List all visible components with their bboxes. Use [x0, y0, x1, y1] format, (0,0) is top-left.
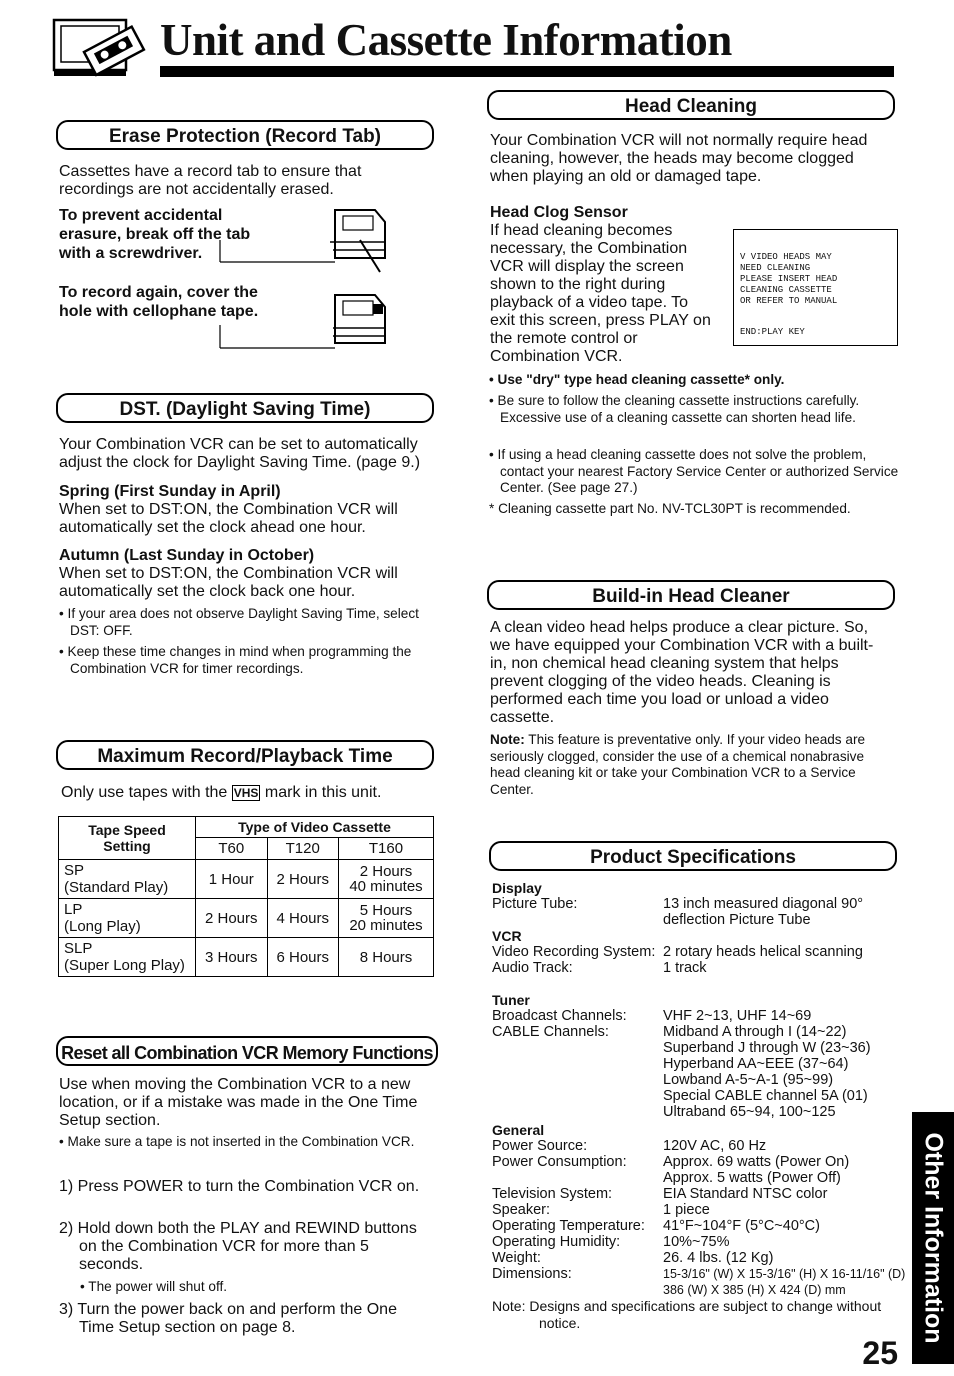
spec-row: Broadcast Channels: VHF 2~13, UHF 14~69: [492, 1008, 812, 1024]
specs-note: Note: Designs and specifications are subject to change without notice.: [492, 1298, 882, 1331]
erase-prevent: To prevent accidental erasure, break off the tab with a screwdriver.: [59, 207, 251, 262]
spec-row: Speaker: 1 piece: [492, 1202, 710, 1218]
screen-footer: END:PLAY KEY: [740, 327, 805, 337]
sensor-heading: Head Clog Sensor: [490, 204, 628, 221]
dst-autumn-heading: Autumn (Last Sunday in October): [59, 547, 315, 564]
tape-time-table: [58, 816, 434, 977]
specs-heading: Product Specifications: [489, 841, 897, 871]
maxtime-intro-pre: Only use tapes with the: [61, 784, 228, 801]
table-cell: 2 Hours: [267, 860, 339, 899]
spec-row: Television System: EIA Standard NTSC color: [492, 1186, 828, 1202]
table-cell: 5 Hours 20 minutes: [339, 899, 434, 938]
dst-autumn-text: When set to DST:ON, the Combination VCR will automatically set the clock back one hour.: [59, 565, 398, 600]
table-cell: 6 Hours: [267, 938, 339, 977]
buildin-note: [490, 732, 895, 798]
clog-sensor-screen: [733, 229, 898, 346]
dst-heading: DST. (Daylight Saving Time): [56, 393, 434, 423]
table-cell: 3 Hours: [196, 938, 268, 977]
cassette-tab-illustration: [215, 200, 390, 355]
spec-row: Picture Tube: 13 inch measured diagonal 90° deflection Picture Tube: [492, 896, 864, 928]
spec-row: Operating Humidity: 10%~75%: [492, 1234, 730, 1250]
headclean-bullet-4: * Cleaning cassette part No. NV-TCL30PT is recommended.: [489, 501, 851, 516]
buildin-text: A clean video head helps produce a clear picture. So, we have equipped your Combination VCR with a built-in, non chemical head cleaning system that helps prevent clogging of the video heads. Cleaning is performed each time you load or unload a video cassette.: [490, 619, 874, 726]
table-cell: 4 Hours: [267, 899, 339, 938]
spec-row: Operating Temperature: 41°F~104°F (5°C~40°C): [492, 1218, 820, 1234]
spec-vcr-heading: VCR: [492, 928, 522, 944]
vhs-mark: VHS: [233, 786, 259, 800]
side-tab-label: Other Information: [919, 1132, 948, 1344]
reset-intro: Use when moving the Combination VCR to a new location, or if a mistake was made in the One Time Setup section.: [59, 1076, 418, 1129]
spec-row: Dimensions: 15-3/16" (W) X 15-3/16" (H) X 16-11/16" (D) 386 (W) X 385 (H) X 424 (D) mm: [492, 1266, 906, 1297]
table-row-speed: LP (Long Play): [59, 899, 196, 938]
side-tab: [912, 1112, 954, 1364]
erase-heading: Erase Protection (Record Tab): [56, 120, 434, 150]
spec-display-heading: Display: [492, 880, 542, 896]
headclean-bullet-1: • Use "dry" type head cleaning cassette* only.: [489, 372, 785, 387]
spec-tuner-heading: Tuner: [492, 992, 530, 1008]
specs-list: [492, 880, 912, 1331]
page-title: Unit and Cassette Information: [160, 15, 732, 65]
spec-row: Power Source: 120V AC, 60 Hz: [492, 1138, 767, 1154]
reset-heading: Reset all Combination VCR Memory Functions: [56, 1036, 438, 1066]
sensor-text: If head cleaning becomes necessary, the Combination VCR will display the screen shown to the right during playback of a video tape. To exit this screen, press PLAY on the remote control or Combination VCR.: [490, 222, 711, 365]
headclean-bullet-2: • Be sure to follow the cleaning cassette instructions carefully. Excessive use of a cleaning cassette can shorten head life.: [489, 393, 860, 425]
dst-note-1: • If your area does not observe Daylight Saving Time, select DST: OFF.: [59, 606, 419, 638]
erase-intro: Cassettes have a record tab to ensure that recordings are not accidentally erased.: [59, 163, 362, 198]
reset-note: • Make sure a tape is not inserted in the Combination VCR.: [59, 1134, 415, 1149]
dst-spring-heading: Spring (First Sunday in April): [59, 483, 281, 500]
table-row-speed: SLP (Super Long Play): [59, 938, 196, 977]
maxtime-intro: [61, 784, 441, 802]
table-cell: 2 Hours 40 minutes: [339, 860, 434, 899]
table-cell: 2 Hours: [196, 899, 268, 938]
dst-spring-text: When set to DST:ON, the Combination VCR will automatically set the clock ahead one hour.: [59, 501, 398, 536]
dst-intro: Your Combination VCR can be set to automatically adjust the clock for Daylight Saving Time. (page 9.): [59, 436, 421, 471]
table-cell: 8 Hours: [339, 938, 434, 977]
maxtime-intro-post: mark in this unit.: [264, 784, 382, 801]
vcr-cassette-icon: [52, 18, 152, 86]
spec-general-heading: General: [492, 1122, 545, 1138]
erase-record: To record again, cover the hole with cellophane tape.: [59, 284, 259, 320]
headclean-intro: Your Combination VCR will not normally require head cleaning, however, the heads may become clogged when playing an old or damaged tape.: [490, 132, 868, 185]
spec-row: Weight: 26. 4 lbs. (12 Kg): [492, 1250, 774, 1266]
col-type: Type of Video Cassette: [196, 817, 434, 838]
spec-row: CABLE Channels: Midband A through I (14~22) Superband J through W (23~36) Hyperband AA~EEE (37~64) Lowband A-5~A-1 (95~99) Special CABLE channel 5A (01) Ultraband 65~94, 100~125: [492, 1024, 871, 1120]
screen-message: V VIDEO HEADS MAY NEED CLEANING PLEASE INSERT HEAD CLEANING CASSETTE OR REFER TO MANUAL: [740, 252, 838, 306]
headclean-bullet-3: • If using a head cleaning cassette does not solve the problem, contact your nearest Factory Service Center or authorized Service Center. (See page 27.): [489, 447, 899, 495]
spec-row: Video Recording System: 2 rotary heads helical scanning: [492, 944, 863, 960]
col-speed: Tape Speed Setting: [59, 817, 196, 860]
buildin-note-text: This feature is preventative only. If your video heads are seriously clogged, consider the use of a chemical nonabrasive head cleaning kit or take your Combination VCR to a Service Center.: [490, 732, 866, 797]
dst-note-2: • Keep these time changes in mind when programming the Combination VCR for timer recordings.: [59, 644, 412, 676]
col-t120: T120: [267, 838, 339, 860]
table-cell: 1 Hour: [196, 860, 268, 899]
reset-step-2: 2) Hold down both the PLAY and REWIND buttons on the Combination VCR for more than 5 seconds.: [59, 1220, 417, 1273]
reset-step-3: 3) Turn the power back on and perform the One Time Setup section on page 8.: [59, 1301, 397, 1336]
headclean-heading: Head Cleaning: [487, 90, 895, 120]
buildin-heading: Build-in Head Cleaner: [487, 580, 895, 610]
spec-row: Audio Track: 1 track: [492, 960, 707, 976]
table-row-speed: SP (Standard Play): [59, 860, 196, 899]
col-t60: T60: [196, 838, 268, 860]
spec-row: Power Consumption: Approx. 69 watts (Power On) Approx. 5 watts (Power Off): [492, 1154, 850, 1186]
reset-step-2-note: • The power will shut off.: [80, 1279, 228, 1294]
buildin-note-label: Note:: [490, 732, 525, 747]
reset-step-1: 1) Press POWER to turn the Combination VCR on.: [59, 1178, 420, 1195]
maxtime-heading: Maximum Record/Playback Time: [56, 740, 434, 770]
title-rule: [160, 66, 894, 77]
page-number: 25: [862, 1335, 898, 1371]
col-t160: T160: [339, 838, 434, 860]
